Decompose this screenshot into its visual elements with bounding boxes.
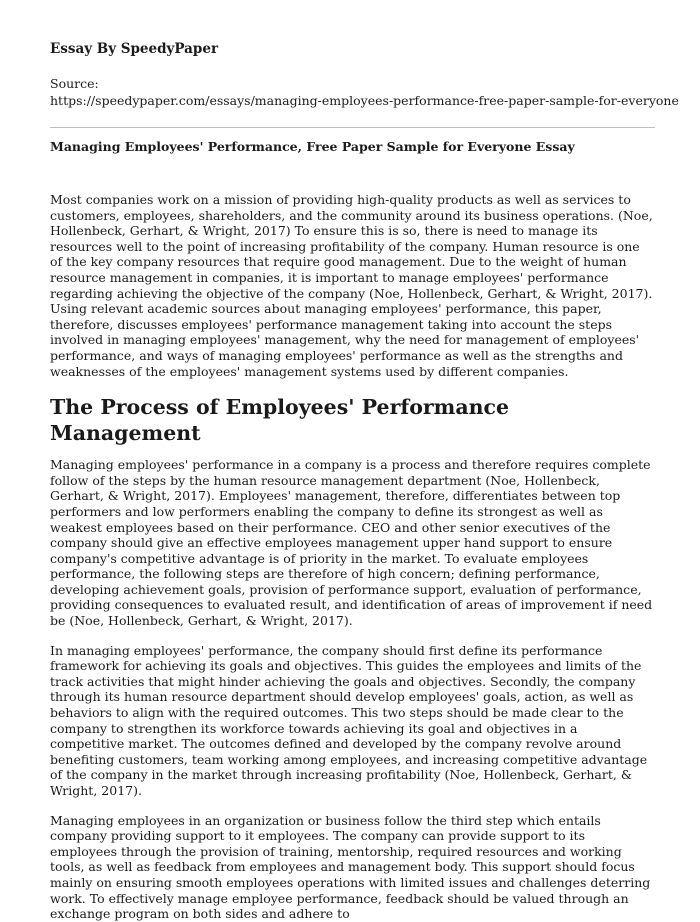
divider [50, 127, 655, 128]
body-paragraph-2: In managing employees' performance, the company should first define its performance framework for achieving its goals and objectives. This guides the employees and limits of the track activities that might hinder achieving the goals and objectives. Secondly, the company through its human resource department should develop employees' goals, action, as well as behaviors to align with the required outcomes. This two steps should be made clear to the company to strengthen its workforce towards achieving its goal and objectives in a competitive market. The outcomes defined and developed by the company revolve around benefiting customers, team working among employees, and increasing competitive advantage of the company in the market through increasing profitability (Noe, Hollenbeck, Gerhart, & Wright, 2017). [50, 642, 648, 798]
source-label: Source: [50, 76, 99, 91]
section-heading: The Process of Employees' Performance Management [50, 395, 510, 446]
byline: Essay By SpeedyPaper [50, 41, 219, 57]
body-paragraph-3: Managing employees in an organization or business follow the third step which entails company providing support to it employees. The company can provide support to its employees through the provision of training, mentorship, required resources and working tools, as well as feedback from employees and management body. This support should focus mainly on ensuring smooth employees operations with limited issues and challenges deterring work. To effectively manage employee performance, feedback should be valued through an exchange program on both sides and adhere to [50, 812, 651, 922]
document-title: Managing Employees' Performance, Free Paper Sample for Everyone Essay [50, 139, 575, 154]
intro-paragraph: Most companies work on a mission of providing high-quality products as well as services to customers, employees, shareholders, and the community around its business operations. (Noe, Hollenbeck, Gerhart, & Wright, 2017) To ensure this is so, there is need to manage its resources well to the point of increasing profitability of the company. Human resource is one of the key company resources that require good management. Due to the weight of human resource management in companies, it is important to manage employees' performance regarding achieving the objective of the company (Noe, Hollenbeck, Gerhart, & Wright, 2017). Using relevant academic sources about managing employees' performance, this paper, therefore, discusses employees' performance management taking into account the steps involved in managing employees' management, why the need for management of employees' performance, and ways of managing employees' performance as well as the strengths and weaknesses of the employees' management systems used by different companies. [50, 192, 653, 379]
source-url: https://speedypaper.com/essays/managing-employees-performance-free-paper-sample-for-everyone [50, 93, 679, 108]
body-paragraph-1: Managing employees' performance in a company is a process and therefore requires complete follow of the steps by the human resource management department (Noe, Hollenbeck, Gerhart, & Wright, 2017). Employees' management, therefore, differentiates between top performers and low performers enabling the company to define its strongest as well as weakest employees based on their performance. CEO and other senior executives of the company should give an effective employees management upper hand support to ensure company's competitive advantage is of priority in the market. To evaluate employees performance, the following steps are therefore of high concern; defining performance, developing achievement goals, provision of performance support, evaluation of performance, providing consequences to evaluated result, and identification of areas of improvement if need be (Noe, Hollenbeck, Gerhart, & Wright, 2017). [50, 457, 653, 629]
document-page [50, 40, 679, 922]
